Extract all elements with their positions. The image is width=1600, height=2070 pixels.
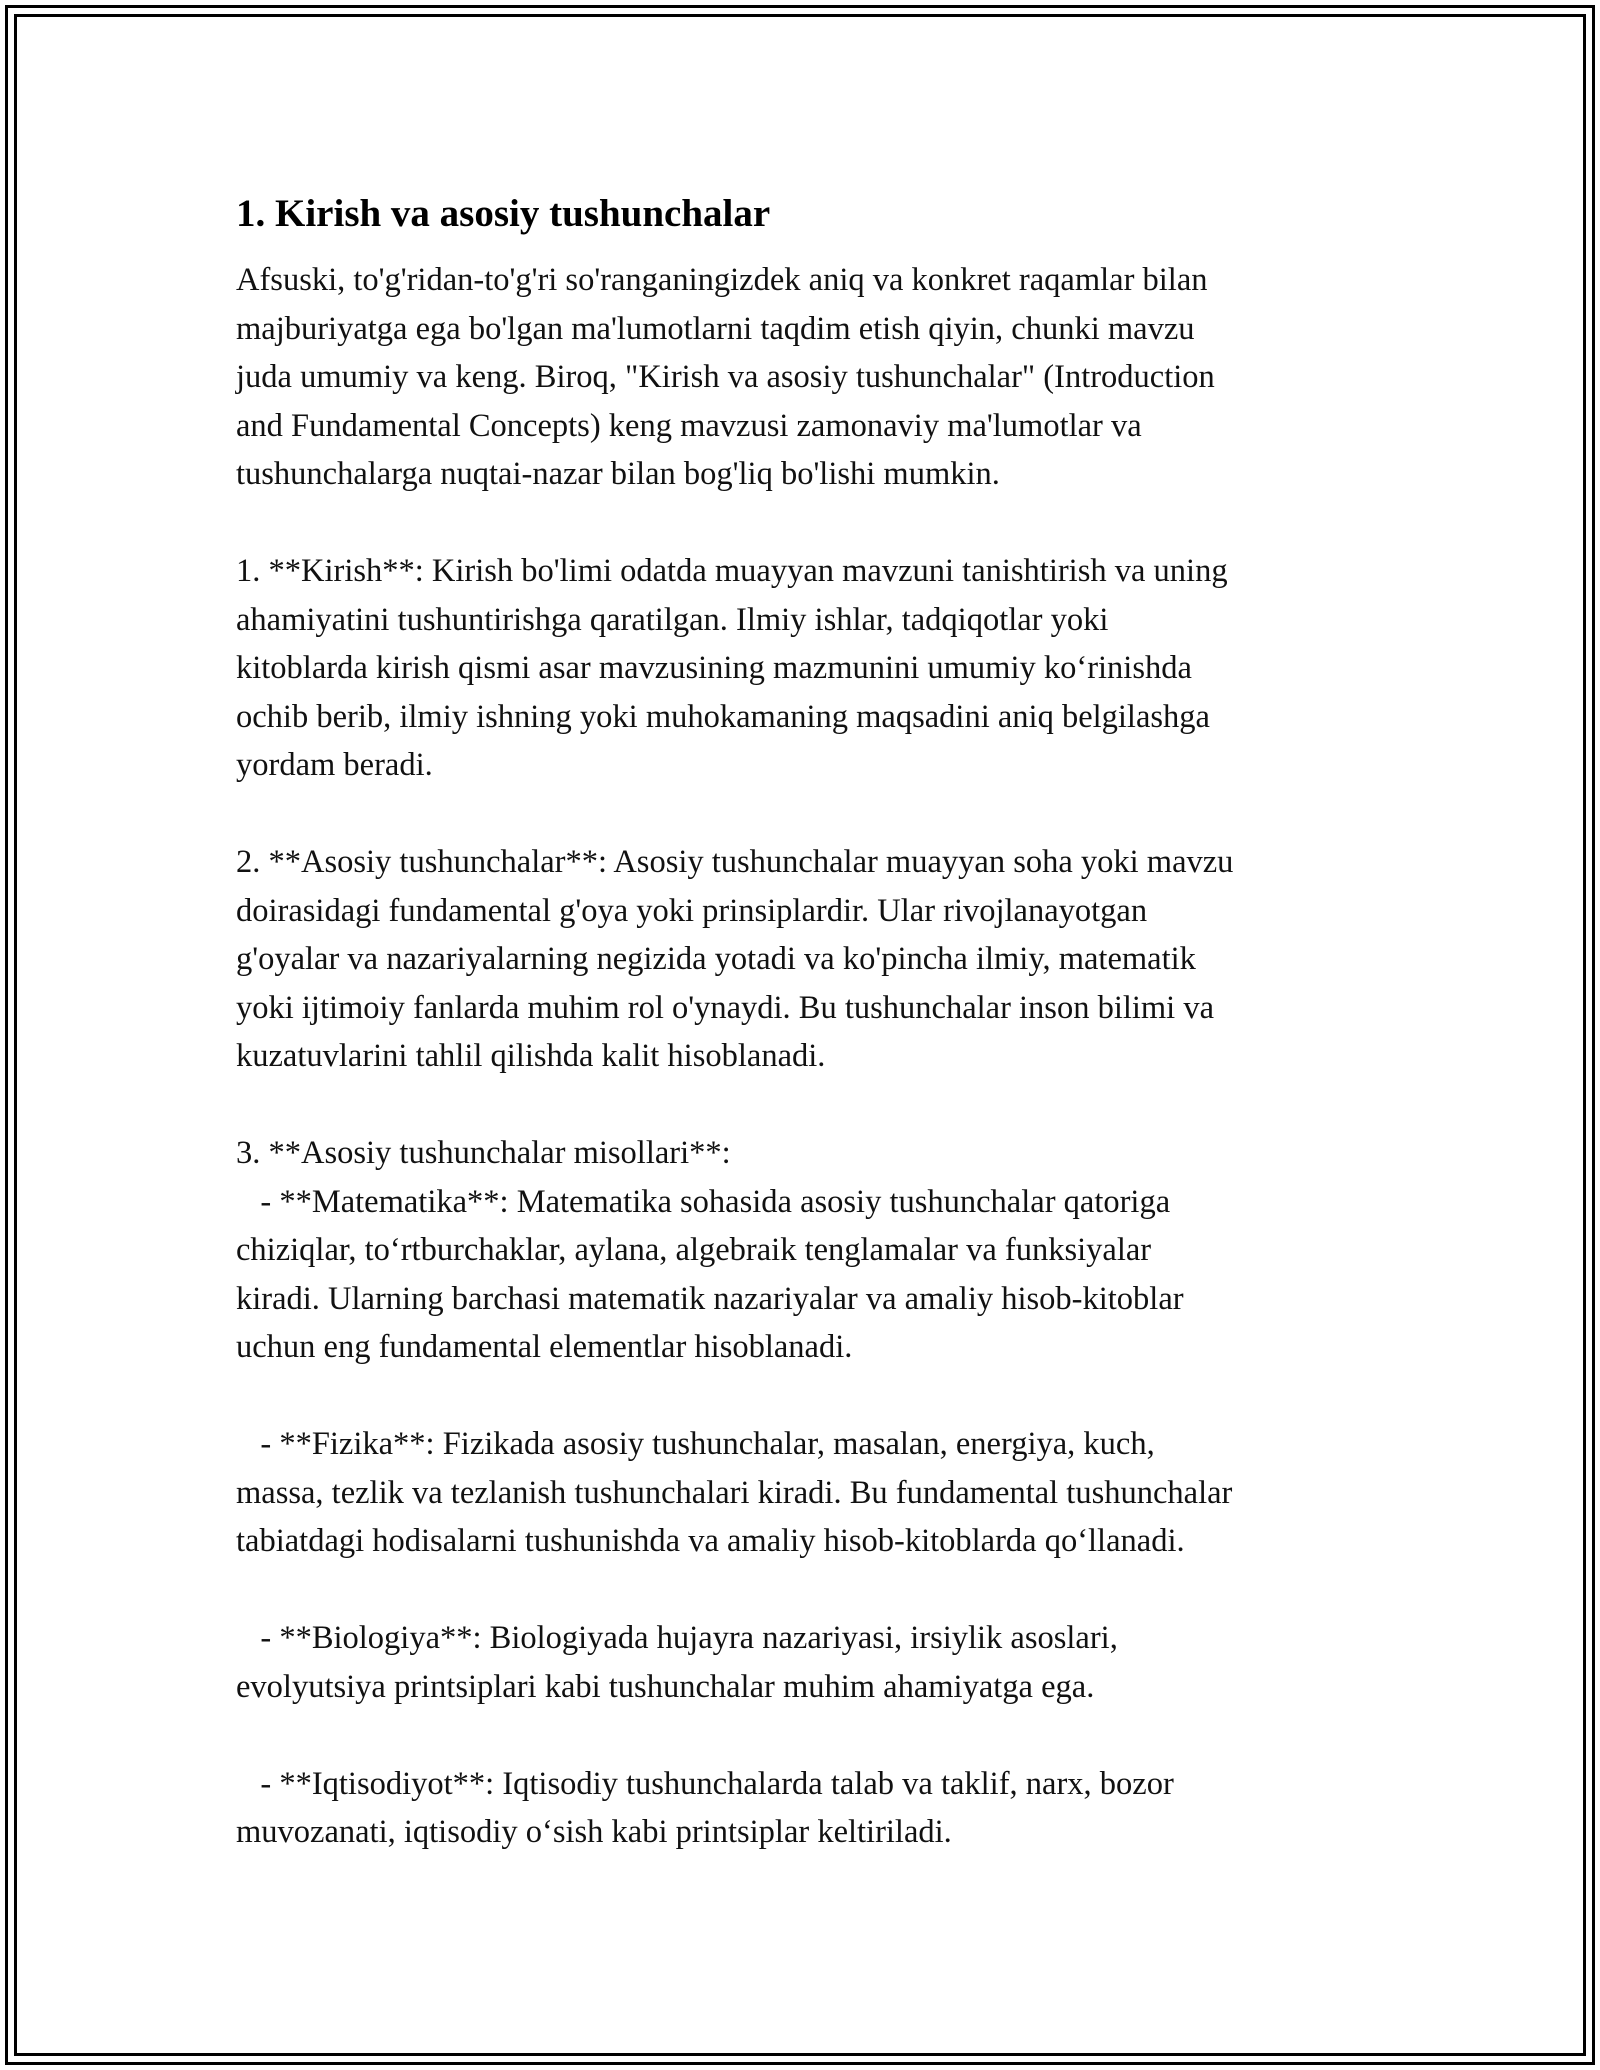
document-body: Afsuski, to'g'ridan-to'g'ri so'ranganingizdek aniq va konkret raqamlar bilan majburiyatga ega bo'lgan ma'lumotlarni taqdim etish qiyin, chunki mavzu juda umumiy va keng. Biroq, "Kirish va asosiy tushunchalar" (Introduction and Fundamental Concepts) keng mavzusi zamonaviy ma'lumotlar va tushunchalarga nuqtai-nazar bilan bog'liq bo'lishi mumkin. 1. **Kirish**: Kirish bo'limi odatda muayyan mavzuni tanishtirish va uning ahamiyatini tushuntirishga qaratilgan. Ilmiy ishlar, tadqiqotlar yoki kitoblarda kirish qismi asar mavzusining mazmunini umumiy ko‘rinishda ochib berib, ilmiy ishning yoki muhokamaning maqsadini aniq belgilashga yordam beradi. 2. **Asosiy tushunchalar**: Asosiy tushunchalar muayyan soha yoki mavzu doirasidagi fundamental g'oya yoki prinsiplardir. Ular rivojlanayotgan g'oyalar va nazariyalarning negizida yotadi va ko'pincha ilmiy, matematik yoki ijtimoiy fanlarda muhim rol o'ynaydi. Bu tushunchalar inson bilimi va kuzatuvlarini tahlil qilishda kalit hisoblanadi. 3. **Asosiy tushunchalar misollari**: - **Matematika**: Matematika sohasida asosiy tushunchalar qatoriga chiziqlar, to‘rtburchaklar, aylana, algebraik tenglamalar va funksiyalar kiradi. Ularning barchasi matematik nazariyalar va amaliy hisob-kitoblar uchun eng fundamental elementlar hisoblanadi. - **Fizika**: Fizikada asosiy tushunchalar, masalan, energiya, kuch, massa, tezlik va tezlanish tushunchalari kiradi. Bu fundamental tushunchalar tabiatdagi hodisalarni tushunishda va amaliy hisob-kitoblarda qo‘llanadi. - **Biologiya**: Biologiyada hujayra nazariyasi, irsiylik asoslari, evolyutsiya printsiplari kabi tushunchalar muhim ahamiyatga ega. - **Iqtisodiyot**: Iqtisodiy tushunchalarda talab va taklif, narx, bozor muvozanati, iqtisodiy o‘sish kabi printsiplar keltiriladi. xyxy=(236,262,1234,1850)
document-title: 1. Kirish va asosiy tushunchalar xyxy=(236,192,771,235)
document-content xyxy=(236,186,1396,1857)
